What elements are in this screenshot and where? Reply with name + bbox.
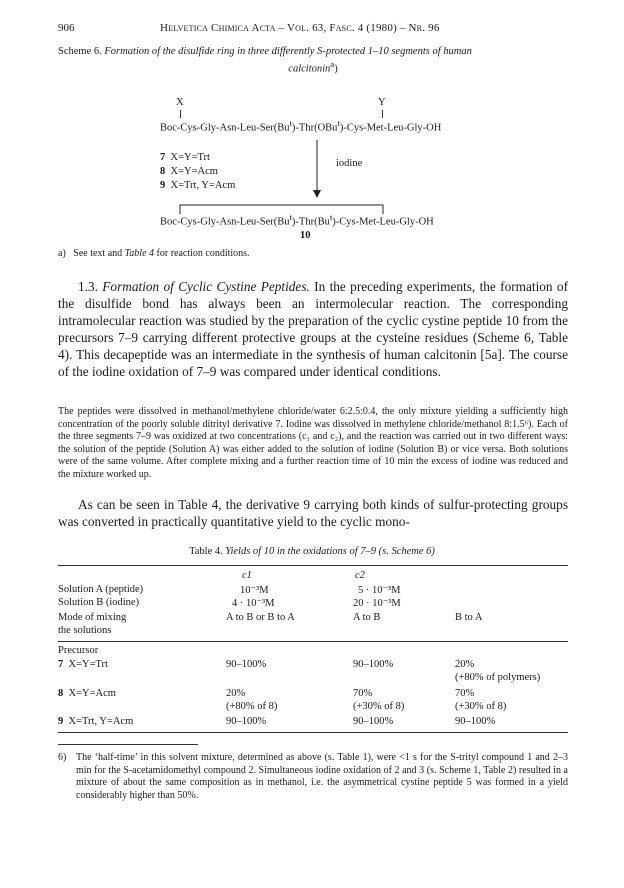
row7-c2b: 20% <box>455 659 475 670</box>
scheme-caption-sup: a <box>330 59 335 69</box>
scheme-caption-text-2: calcitonin <box>288 63 331 75</box>
section-heading: Formation of Cyclic Cystine Peptides. <box>102 279 310 294</box>
row7-c2b-note: (+80% of polymers) <box>455 672 541 683</box>
compound-7: 7 X=Y=Trt <box>160 152 210 163</box>
section-paragraph: 1.3. Formation of Cyclic Cystine Peptides. In the preceding experiments, the formation of the disulfide bond has always been an intermolecular reaction. The corresponding intramolecular reaction was studied by the preparation of the cyclic cystine peptide 10 from the precursors 7–9 carrying different protective groups at the cysteine residues (Scheme 6, Table 4). This decapeptide was an intermediate in the synthesis of human calcitonin [5a]. The course of the iodine oxidation of 7–9 was compared under identical conditions. <box>58 279 568 379</box>
row-mode-2: the solutions <box>58 625 112 636</box>
reaction-arrow <box>310 140 324 200</box>
row9-c1: 90–100% <box>226 716 267 727</box>
results-paragraph: As can be seen in Table 4, the derivative 9 carrying both kinds of sulfur-protecting groups was converted in practically quantitative yield to the cyclic mono- <box>58 497 568 529</box>
footnote-6-text: The ‘half-time’ in this solvent mixture, determined as above (s. Table 1), were <1 s for the S-trityl compound 1 and 2–3 min for the S-acetamidomethyl compound 2. Simultaneous iodine oxidation of 2 and 3 (s. Scheme 1, Table 2) resulted in a mixture of about the same composition as in methanol, i.e. the asymmetrical cystine peptide 5 was formed in a yield considerably higher than 50%. <box>76 752 568 801</box>
row8-c2a-note: (+30% of 8) <box>353 701 405 712</box>
col-c2: c2 <box>355 570 365 581</box>
mode-c2a: A to B <box>353 612 381 623</box>
compound-9: 9 X=Trt, Y=Acm <box>160 180 236 191</box>
precursor-label: Precursor <box>58 645 99 656</box>
sol-a-c2: 5 · 10⁻³M <box>358 585 401 596</box>
table-row: 8 X=Y=Acm <box>58 688 116 699</box>
journal-header: Helvetica Chimica Acta – Vol. 63, Fasc. 4 (1980) – Nr. 96 <box>160 22 440 34</box>
sol-b-c2: 20 · 10⁻³M <box>353 598 401 609</box>
scheme-caption: Scheme 6. Formation of the disulfide ring in three differently S-protected 1–10 segments of human calcitonin$^a$) <box>58 46 472 75</box>
footnote-rule <box>58 744 198 745</box>
table-row: 9 X=Trt, Y=Acm <box>58 716 134 727</box>
reagent-label: iodine <box>336 158 363 169</box>
row7-c1: 90–100% <box>226 659 267 670</box>
sol-b-c1: 4 · 10⁻³M <box>232 598 275 609</box>
scheme-caption-text: Formation of the disulfide ring in three differently S-protected 1–10 segments of human <box>104 46 472 57</box>
sequence-top: Boc-Cys-Gly-Asn-Leu-Ser(Bu$^t$)-Thr(OBu$^t$)-Cys-Met-Leu-Gly-OH <box>160 118 442 134</box>
compound-8: 8 X=Y=Acm <box>160 166 218 177</box>
experimental-paragraph: The peptides were dissolved in methanol/methylene chloride/water 6:2.5:0.4, the only mixture yielding a sufficiently high concentration of the poorly soluble ditrityl derivative 7. Iodine was dissolved in methylene chloride/methanol 8:1.5⁶). Each of the three segments 7–9 was oxidized at two concentrations (c₁ and c₂), and the reaction was carried out in two different ways: the solution of the peptide (Solution A) was either added to the solution of iodine (Solution B) or vice versa. Both solutions were of the same volume. After complete mixing and a further reaction time of 10 min the excess of iodine was reduced and the mixture worked up. <box>58 406 568 480</box>
row-mode: Mode of mixing <box>58 612 127 623</box>
row8-c1: 20% <box>226 688 246 699</box>
row-solution-b: Solution B (iodine) <box>58 597 140 608</box>
row9-c2b: 90–100% <box>455 716 496 727</box>
table-title: Table 4. Yields of 10 in the oxidations of 7–9 (s. Scheme 6) <box>189 546 435 557</box>
col-c1: c1 <box>242 570 252 581</box>
table-mid-rule <box>58 641 568 642</box>
sol-a-c1: 10⁻³M <box>240 585 269 596</box>
row7-c2a: 90–100% <box>353 659 394 670</box>
row8-c2b-note: (+30% of 8) <box>455 701 507 712</box>
sequence-bottom: Boc-Cys-Gly-Asn-Leu-Ser(Bu$^t$)-Thr(Bu$^t$)-Cys-Met-Leu-Gly-OH <box>160 212 434 228</box>
table-row: 7 X=Y=Trt <box>58 659 108 670</box>
label-y: Y <box>378 97 386 108</box>
row-solution-a: Solution A (peptide) <box>58 584 144 595</box>
mode-c1: A to B or B to A <box>226 612 295 623</box>
row8-c1-note: (+80% of 8) <box>226 701 278 712</box>
row9-c2a: 90–100% <box>353 716 394 727</box>
row8-c2b: 70% <box>455 688 475 699</box>
product-number: 10 <box>300 230 311 241</box>
scheme-footnote: a) See text and Table 4 for reaction conditions. <box>58 248 250 259</box>
label-x: X <box>176 97 184 108</box>
table-top-rule <box>58 565 568 566</box>
mode-c2b: B to A <box>455 612 483 623</box>
row8-c2a: 70% <box>353 688 373 699</box>
footnote-6-mark: 6) <box>58 752 67 763</box>
scheme-label: Scheme 6. <box>58 46 102 57</box>
page-number: 906 <box>58 22 75 34</box>
y-bond-line <box>382 110 383 118</box>
x-bond-line <box>180 110 181 118</box>
table-bottom-rule <box>58 732 568 733</box>
